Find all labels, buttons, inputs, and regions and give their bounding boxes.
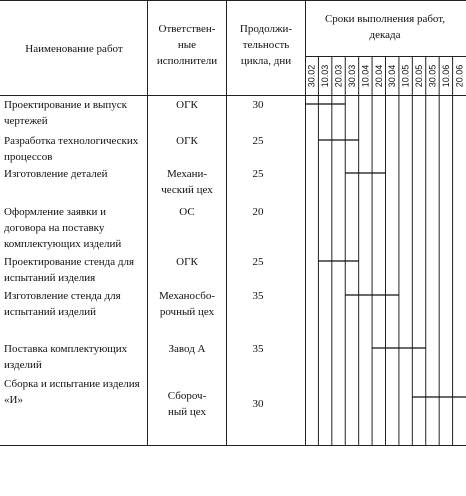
row-responsible: ОС	[179, 206, 195, 218]
date-label: 10.04	[360, 64, 371, 88]
row-duration: 30	[252, 99, 264, 111]
row-responsible: рочный цех	[159, 306, 215, 318]
row-duration: 35	[252, 343, 264, 355]
date-label: 20.04	[373, 64, 384, 88]
row-name: Сборка и испытание изделия	[4, 378, 140, 390]
header-duration-line-3: цикла, дни	[240, 55, 292, 67]
row-responsible: Механосбо-	[158, 290, 216, 302]
row-responsible: Сбороч-	[167, 390, 207, 402]
row-name: Оформление заявки и	[4, 206, 106, 218]
row-name: комплектующих изделий	[4, 238, 122, 250]
row-name: Разработка технологических	[4, 135, 139, 147]
date-label: 10.05	[400, 64, 411, 88]
header-duration-line-2: тельность	[242, 39, 290, 51]
row-responsible: ОГК	[176, 99, 198, 111]
row-name: Проектирование стенда для	[4, 256, 135, 268]
row-responsible: ОГК	[176, 256, 198, 268]
row-duration: 25	[252, 135, 264, 147]
date-label: 10.06	[440, 64, 451, 88]
header-name: Наименование работ	[25, 43, 123, 55]
row-responsible: ОГК	[176, 135, 198, 147]
row-duration: 20	[252, 206, 264, 218]
row-name: чертежей	[4, 115, 48, 127]
row-name: Проектирование и выпуск	[4, 99, 128, 111]
date-columns	[307, 57, 465, 445]
date-label: 30.04	[387, 64, 398, 88]
date-label: 20.03	[333, 64, 344, 88]
header-schedule-line-1: Сроки выполнения работ,	[324, 13, 446, 25]
date-label: 20.06	[454, 64, 465, 88]
row-duration: 35	[252, 290, 264, 302]
row-duration: 25	[252, 256, 264, 268]
date-label: 10.03	[320, 64, 331, 88]
row-name: договора на поставку	[4, 222, 105, 234]
row-responsible: Завод А	[168, 343, 206, 355]
row-name: испытаний изделия	[4, 272, 96, 284]
header-duration-line-1: Продолжи-	[239, 23, 293, 35]
date-label: 30.03	[346, 64, 357, 88]
header-responsible-line-2: ные	[177, 39, 197, 51]
header-responsible-line-3: исполнители	[156, 55, 218, 67]
row-name: процессов	[4, 151, 53, 163]
row-name: испытаний изделий	[4, 306, 97, 318]
row-duration: 25	[252, 168, 264, 180]
header-responsible-line-1: Ответствен-	[158, 23, 216, 35]
row-name: изделий	[4, 359, 42, 371]
row-name: Поставка комплектующих	[4, 343, 128, 355]
date-label: 30.02	[306, 64, 317, 88]
date-label: 30.05	[427, 64, 438, 88]
date-label: 20.05	[414, 64, 425, 88]
work-rows	[4, 99, 264, 418]
row-responsible: ческий цех	[161, 184, 213, 196]
row-name: Изготовление деталей	[4, 168, 108, 180]
row-duration: 30	[252, 398, 264, 410]
row-responsible: Механи-	[166, 168, 208, 180]
row-responsible: ный цех	[167, 406, 207, 418]
header-schedule-line-2: декада	[369, 29, 401, 41]
row-name: Изготовление стенда для	[4, 290, 121, 302]
row-name: «И»	[4, 394, 23, 406]
